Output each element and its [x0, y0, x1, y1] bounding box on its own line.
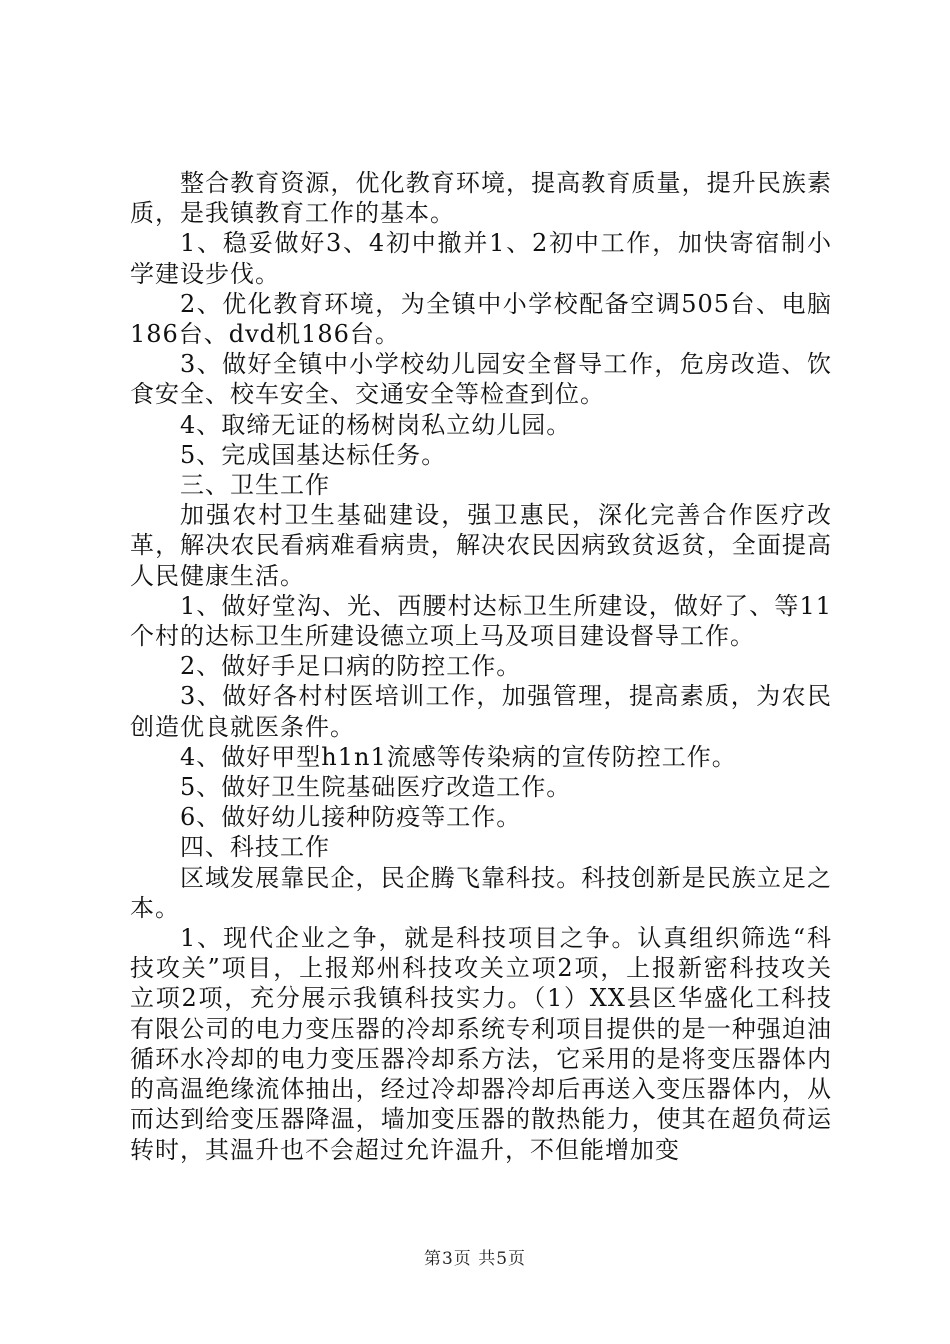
- paragraph-health-item-6: 6、做好幼儿接种防疫等工作。: [180, 803, 522, 832]
- document-body: [130, 168, 832, 1165]
- paragraph-health-intro: 加强农村卫生基础建设，强卫惠民，深化完善合作医疗改革，解决农民看病难看病贵，解决农民因病致贫返贫，全面提高人民健康生活。: [130, 501, 832, 590]
- paragraph-health-item-5: 5、做好卫生院基础医疗改造工作。: [180, 773, 572, 802]
- paragraph-education-item-5: 5、完成国基达标任务。: [180, 440, 447, 469]
- page-number-footer: 第3页 共5页: [423, 1249, 527, 1269]
- paragraph-technology-item-1: 1、现代企业之争，就是科技项目之争。认真组织筛选“科技攻关”项目，上报郑州科技攻关立项2项，上报新密科技攻关立项2项，充分展示我镇科技实力。（1）XX县区华盛化工科技有限公司的电力变压器的冷却系统专利项目提供的是一种强迫油循环水冷却的电力变压器冷却系方法，它采用的是将变压器体内的高温绝缘流体抽出，经过冷却器冷却后再送入变压器体内，从而达到给变压器降温，墙加变压器的散热能力，使其在超负荷运转时，其温升也不会超过允许温升，不但能增加变: [130, 924, 832, 1164]
- paragraph-health-item-4: 4、做好甲型h1n1流感等传染病的宣传防控工作。: [180, 742, 737, 771]
- paragraph-education-intro: 整合教育资源，优化教育环境，提高教育质量，提升民族素质，是我镇教育工作的基本。: [130, 169, 832, 228]
- section-heading-technology: 四、科技工作: [180, 833, 330, 862]
- paragraph-health-item-1: 1、做好堂沟、光、西腰村达标卫生所建设，做好了、等11个村的达标卫生所建设德立项上马及项目建设督导工作。: [130, 591, 832, 651]
- paragraph-technology-intro: 区域发展靠民企，民企腾飞靠科技。科技创新是民族立足之本。: [130, 863, 832, 922]
- paragraph-education-item-3: 3、做好全镇中小学校幼儿园安全督导工作，危房改造、饮食安全、校车安全、交通安全等检查到位。: [130, 350, 832, 409]
- paragraph-education-item-2: 2、优化教育环境，为全镇中小学校配备空调505台、电脑186台、dvd机186台。: [130, 289, 832, 349]
- paragraph-health-item-2: 2、做好手足口病的防控工作。: [180, 652, 522, 681]
- section-heading-health: 三、卫生工作: [180, 471, 330, 500]
- paragraph-education-item-1: 1、稳妥做好3、4初中撤并1、2初中工作，加快寄宿制小学建设步伐。: [130, 229, 832, 288]
- paragraph-education-item-4: 4、取缔无证的杨树岗私立幼儿园。: [180, 410, 572, 439]
- paragraph-health-item-3: 3、做好各村村医培训工作，加强管理，提高素质，为农民创造优良就医条件。: [130, 682, 832, 741]
